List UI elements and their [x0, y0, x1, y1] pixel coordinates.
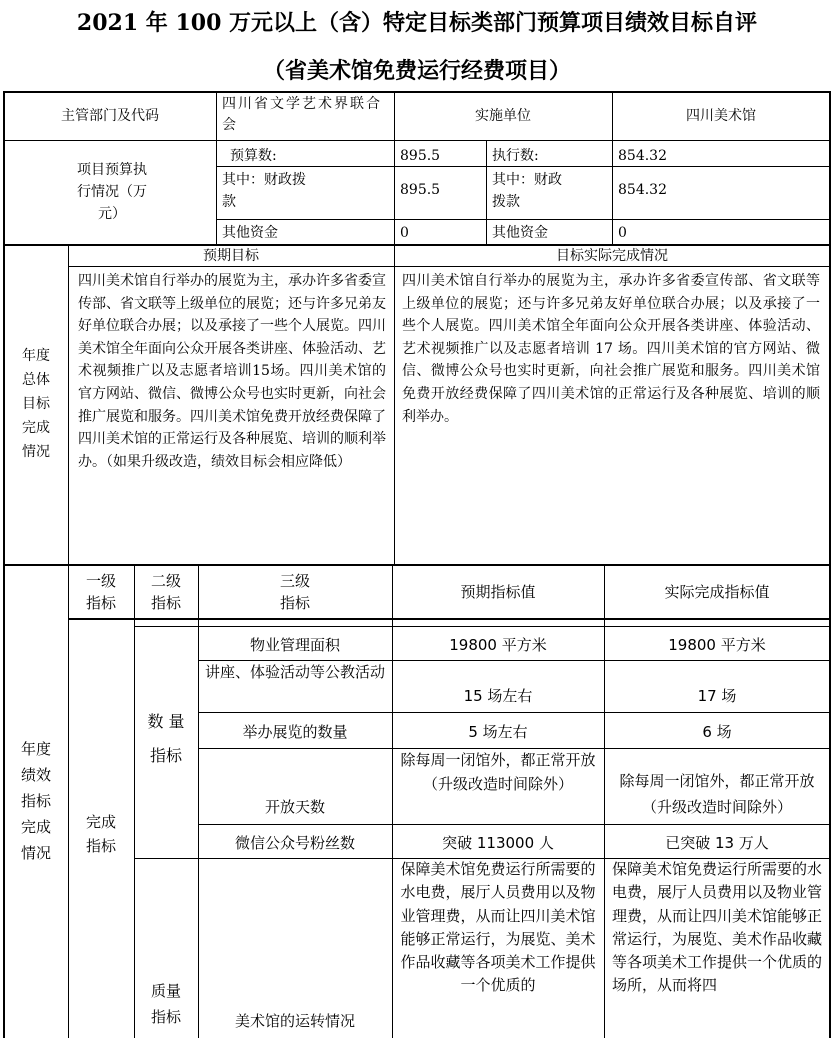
document-subtitle: （省美术馆免费运行经费项目）: [262, 58, 571, 84]
indicator-actual: 19800 平方米: [668, 636, 766, 654]
annual-goals-label: 年度总体目标完成情况: [22, 348, 50, 460]
col-expected-header: 预期指标值: [460, 583, 536, 601]
table-rule: [198, 824, 830, 825]
table-rule: [612, 92, 613, 244]
table-rule: [394, 92, 395, 244]
indicator-name: 举办展览的数量: [242, 723, 348, 741]
other-funds-exec-value: 0: [618, 225, 627, 241]
actual-goal-header: 目标实际完成情况: [556, 248, 668, 264]
dept-label: 主管部门及代码: [61, 108, 159, 124]
indicator-expected: 保障美术馆免费运行所需要的水电费，展厅人员费用以及物业管理费，从而让四川美术馆能够正常运行，为展览、美术作品收藏等各项美术工作提供一个优质的: [400, 860, 596, 995]
table-rule: [134, 564, 135, 1038]
table-rule: [68, 244, 69, 1038]
indicator-actual: 已突破 13 万人: [665, 834, 769, 852]
col-level1-header: 一级指标: [85, 572, 116, 612]
indicator-actual: 除每周一闭馆外，都正常开放（升级改造时间除外）: [619, 772, 815, 816]
indicators-section-label: 年度绩效指标完成情况: [20, 740, 51, 862]
indicator-expected: 除每周一闭馆外，都正常开放（升级改造时间除外）: [400, 751, 596, 793]
indicator-actual: 保障美术馆免费运行所需要的水电费，展厅人员费用以及物业管理费，从而让四川美术馆能够正常运行，为展览、美术作品收藏等各项美术工作提供一个优质的场所，从而将四: [612, 860, 823, 995]
table-rule: [4, 244, 830, 246]
table-border: [3, 91, 831, 93]
table-rule: [216, 219, 830, 220]
table-rule: [4, 564, 830, 566]
unit-label: 实施单位: [475, 108, 531, 124]
indicator-expected: 15 场左右: [463, 687, 533, 705]
exec-count-label: 执行数:: [492, 148, 539, 164]
table-rule: [4, 140, 830, 141]
table-rule: [198, 564, 199, 1038]
quality-indicator-label: 质量指标: [150, 982, 181, 1026]
unit-value: 四川美术馆: [686, 108, 756, 124]
indicator-actual: 17 场: [697, 687, 737, 705]
table-rule: [216, 92, 217, 244]
dept-value: 四川省文学艺术界联合会: [222, 96, 382, 133]
fiscal-label: 其中：财政拨款: [222, 172, 306, 210]
fiscal-budget-value: 895.5: [400, 182, 441, 198]
col-actual-header: 实际完成指标值: [664, 583, 770, 601]
table-rule: [216, 166, 830, 167]
col-level2-header: 二级指标: [150, 572, 181, 612]
table-rule: [486, 140, 487, 244]
table-rule: [198, 660, 830, 661]
document-title: 2021 年 100 万元以上（含）特定目标类部门预算项目绩效目标自评: [76, 10, 758, 36]
table-rule: [392, 564, 393, 1038]
table-rule: [604, 564, 605, 1038]
fiscal-exec-value: 854.32: [618, 182, 667, 198]
fiscal-exec-label: 其中：财政拨款: [492, 172, 562, 210]
other-funds-label: 其他资金: [222, 225, 278, 241]
budget-label: 项目预算执行情况（万元）: [77, 162, 147, 222]
indicator-name: 讲座、体验活动等公教活动: [204, 663, 385, 681]
table-rule: [198, 748, 830, 749]
actual-goal-text: 四川美术馆自行举办的展览为主，承办许多省委宣传部、省文联等上级单位的展览；还与许多兄弟友好单位联合办展；以及承接了一些个人展览。四川美术馆全年面向公众开展各类讲座、体验活动、艺术视频推广以及志愿者培训 17 场。四川美术馆的官方网站、微信、微博公众号也实时更新，向社会推广展览和服务。四川美术馆免费开放经费保障了四川美术馆的正常运行及各种展览、培训的顺利举办。: [402, 273, 820, 425]
budget-count-value: 895.5: [400, 148, 441, 164]
indicator-expected: 19800 平方米: [449, 636, 547, 654]
level1-complete-label: 完成指标: [85, 813, 116, 855]
budget-count-label: 预算数:: [230, 148, 277, 164]
other-funds-exec-label: 其他资金: [492, 225, 548, 241]
table-rule: [134, 858, 830, 859]
quantity-indicator-label: 数 量指标: [147, 712, 185, 765]
indicator-expected: 突破 113000 人: [442, 834, 554, 852]
other-funds-budget: 0: [400, 225, 409, 241]
indicator-name: 微信公众号粉丝数: [234, 834, 355, 852]
exec-count-value: 854.32: [618, 148, 667, 164]
expected-goal-header: 预期目标: [203, 248, 259, 264]
indicator-expected: 5 场左右: [468, 723, 528, 741]
col-level3-header: 三级指标: [279, 572, 310, 612]
indicator-name: 开放天数: [264, 798, 325, 816]
table-rule: [394, 244, 395, 564]
indicator-name: 物业管理面积: [249, 636, 340, 654]
table-rule: [134, 626, 830, 627]
indicator-actual: 6 场: [702, 723, 732, 741]
indicator-name: 美术馆的运转情况: [234, 1012, 355, 1030]
expected-goal-text: 四川美术馆自行举办的展览为主，承办许多省委宣传部、省文联等上级单位的展览；还与许多兄弟友好单位联合办展；以及承接了一些个人展览。四川美术馆全年面向公众开展各类讲座、体验活动、艺术视频推广以及志愿者培训15场。四川美术馆的官方网站、微信、微博公众号也实时更新，向社会推广展览和服务。四川美术馆免费开放经费保障了四川美术馆的正常运行及各种展览、培训的顺利举办。（如果升级改造，绩效目标会相应降低）: [78, 273, 386, 470]
table-rule: [68, 266, 830, 267]
table-rule: [68, 618, 830, 620]
table-rule: [198, 712, 830, 713]
